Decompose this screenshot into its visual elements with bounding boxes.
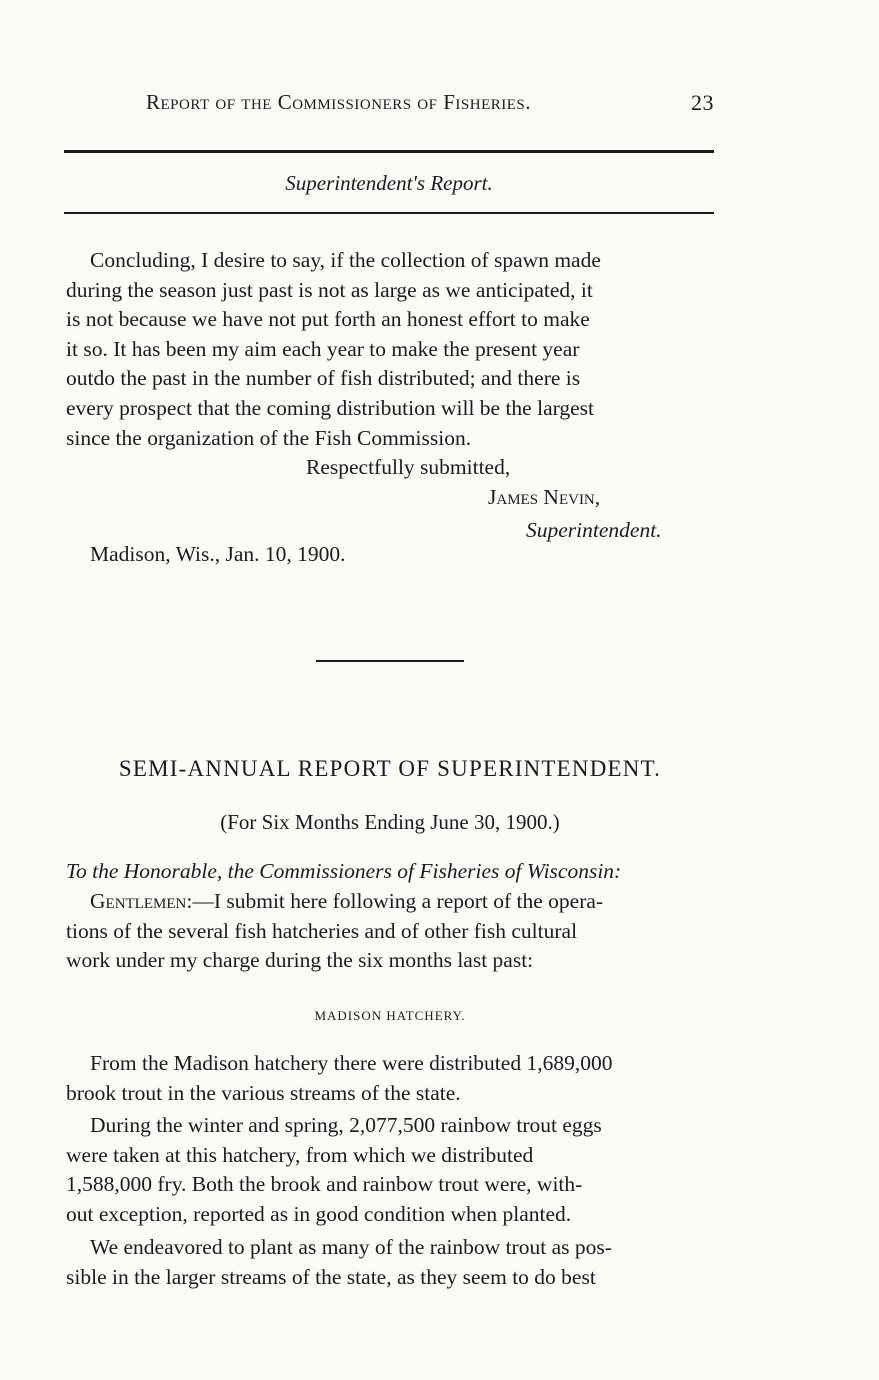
section-divider <box>316 660 464 662</box>
signer-name: James Nevin, <box>488 485 601 509</box>
intro-paragraph <box>66 887 714 976</box>
hatchery-paragraph-3 <box>66 1233 714 1292</box>
closing-line: Respectfully submitted, <box>306 455 511 479</box>
text-line <box>66 887 714 917</box>
text-line: 1,588,000 fry. Both the brook and rainbow trout were, with- <box>66 1172 583 1197</box>
concluding-paragraph <box>66 246 714 453</box>
hatchery-paragraph-1 <box>66 1049 714 1108</box>
place-date: Madison, Wis., Jan. 10, 1900. <box>90 542 346 566</box>
text-line: were taken at this hatchery, from which we distributed <box>66 1142 534 1167</box>
text-line: is not because we have not put forth an honest effort to make <box>66 307 590 332</box>
text-line: sible in the larger streams of the state, as they seem to do best <box>66 1264 596 1289</box>
text-line: work under my charge during the six months last past: <box>66 948 534 973</box>
text-line: during the season just past is not as large as we anticipated, it <box>66 277 593 302</box>
page-number: 23 <box>691 90 714 115</box>
semi-annual-heading: SEMI-ANNUAL REPORT OF SUPERINTENDENT. <box>118 756 662 781</box>
text-line: We endeavored to plant as many of the rainbow trout as pos- <box>90 1235 612 1259</box>
salutation: To the Honorable, the Commissioners of Fisheries of Wisconsin: <box>66 859 622 883</box>
text-line: it so. It has been my aim each year to make the present year <box>66 336 580 361</box>
semi-annual-subheading: (For Six Months Ending June 30, 1900.) <box>220 810 560 834</box>
text-line: since the organization of the Fish Commission. <box>66 425 472 450</box>
text-line: out exception, reported as in good condition when planted. <box>66 1201 572 1226</box>
signer-title: Superintendent. <box>526 518 662 542</box>
text-line: tions of the several fish hatcheries and of other fish cultural <box>66 918 578 943</box>
text-line: every prospect that the coming distribution will be the largest <box>66 395 595 420</box>
text-line: brook trout in the various streams of the state. <box>66 1080 461 1105</box>
hatchery-paragraph-2 <box>66 1111 714 1229</box>
text-line: During the winter and spring, 2,077,500 rainbow trout eggs <box>90 1113 602 1137</box>
header-rule <box>64 150 714 153</box>
text-line: From the Madison hatchery there were distributed 1,689,000 <box>90 1051 613 1075</box>
running-header <box>66 90 714 126</box>
hatchery-heading: MADISON HATCHERY. <box>314 1008 466 1023</box>
gentlemen-rest: :—I submit here following a report of the opera- <box>186 889 604 913</box>
text-line: outdo the past in the number of fish distributed; and there is <box>66 366 581 391</box>
section-rule <box>64 212 714 214</box>
gentlemen-word: Gentlemen <box>90 889 187 913</box>
text-line: Concluding, I desire to say, if the collection of spawn made <box>90 248 601 272</box>
running-header-title: Report of the Commissioners of Fisheries. <box>146 90 531 114</box>
section-title: Superintendent's Report. <box>285 171 493 195</box>
